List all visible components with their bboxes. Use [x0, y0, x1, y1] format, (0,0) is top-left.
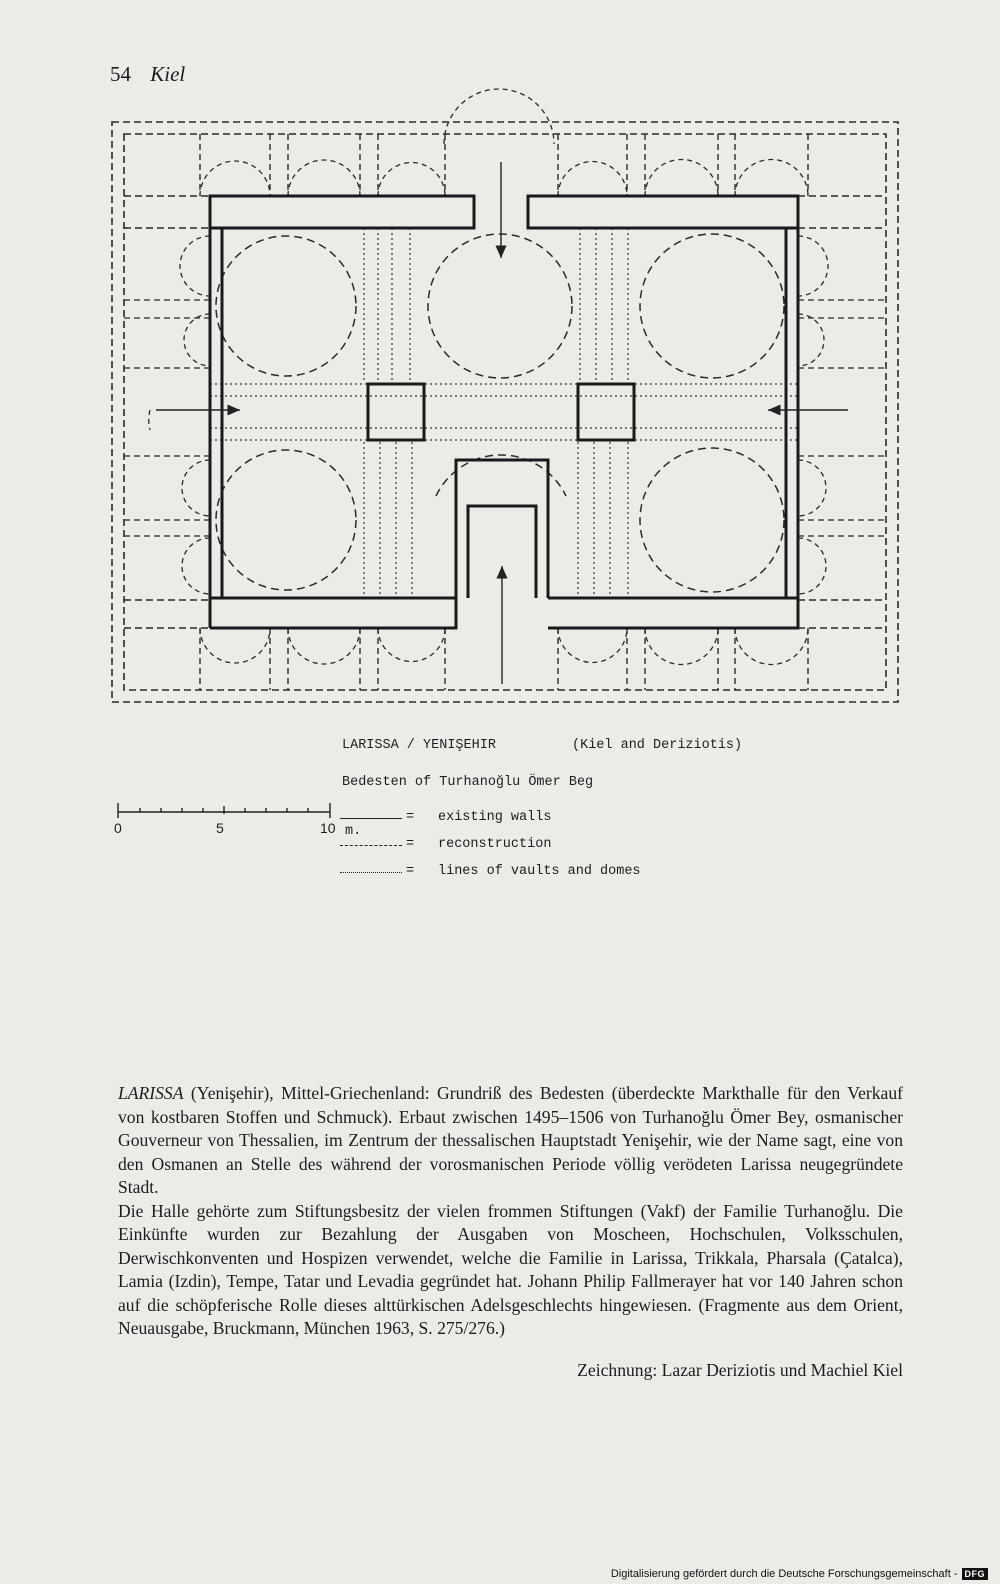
legend-dotted-line [340, 872, 402, 873]
digitization-footer [611, 1568, 988, 1580]
dfg-logo: DFG [962, 1568, 989, 1580]
legend-dashed-line [340, 845, 402, 846]
side-shop-dividers [124, 300, 886, 536]
legend-label: reconstruction [438, 837, 552, 852]
caption-paragraph-1 [118, 1082, 903, 1200]
existing-walls [210, 196, 798, 628]
paragraph-1-text: (Yenişehir), Mittel-Griechenland: Grundriß des Bedesten (überdeckte Markthalle für den Verkauf von kostbaren Stoffen und Schmuck). Erbaut zwischen 1495–1506 von Turhanoğlu Ömer Bey, osmanischer Gouverneur von Thessalien, im Zentrum der thessalischen Hauptstadt Yenişehir, wie der Name sagt, eine von den Osmanen an Stelle des während der vorosmanischen Periode völlig verödeten Larissa neugegründete Stadt. [118, 1083, 903, 1197]
legend-label: existing walls [438, 810, 552, 825]
legend-label: lines of vaults and domes [438, 864, 641, 879]
drawing-credit: Zeichnung: Lazar Deriziotis und Machiel Kiel [577, 1360, 903, 1380]
scale-tick-10: 10 [320, 820, 336, 836]
figure-subtitle: Bedesten of Turhanoğlu Ömer Beg [342, 775, 594, 790]
place-name: LARISSA [118, 1083, 184, 1103]
scale-tick-5: 5 [216, 820, 224, 836]
figure-credit: (Kiel and Deriziotis) [572, 738, 743, 753]
figure-title: LARISSA / YENIŞEHIR [342, 738, 496, 753]
shop-dividers [200, 134, 808, 690]
scale-bar [118, 803, 330, 818]
legend-equals: = [406, 837, 415, 852]
scale-unit: m. [345, 824, 362, 839]
caption-paragraph-2: Die Halle gehörte zum Stiftungsbesitz der vielen frommen Stiftungen (Vakf) der Familie Turhanoğlu. Die Einkünfte wurden zur Bezahlung der Ausgaben von Moscheen, Hochschulen, Volksschulen, Derwischkonventen und Hospizen verwendet, welche die Familie in Larissa, Trikkala, Pharsala (Çatalca), Lamia (Izdin), Tempe, Tatar und Levadia gegründet hat. Johann Philip Fallmerayer hat vor 140 Jahren schon auf die schöpferische Rolle dieses alttürkischen Adelsgeschlechts hingewiesen. (Fragmente aus dem Orient, Neuausgabe, Bruckmann, München 1963, S. 275/276.) [118, 1200, 903, 1338]
legend-solid-line [340, 818, 402, 819]
legend-equals: = [406, 864, 415, 879]
caption-body [118, 1082, 903, 1341]
running-title: Kiel [150, 62, 186, 86]
scale-tick-0: 0 [114, 820, 122, 836]
main-domes [216, 234, 784, 592]
footer-text: Digitalisierung gefördert durch die Deutsche Forschungsgemeinschaft - [610, 1568, 958, 1580]
outer-reconstruction-walls [112, 122, 898, 702]
page-number: 54 [110, 62, 131, 86]
vault-lines [210, 228, 798, 598]
legend-equals: = [406, 810, 415, 825]
